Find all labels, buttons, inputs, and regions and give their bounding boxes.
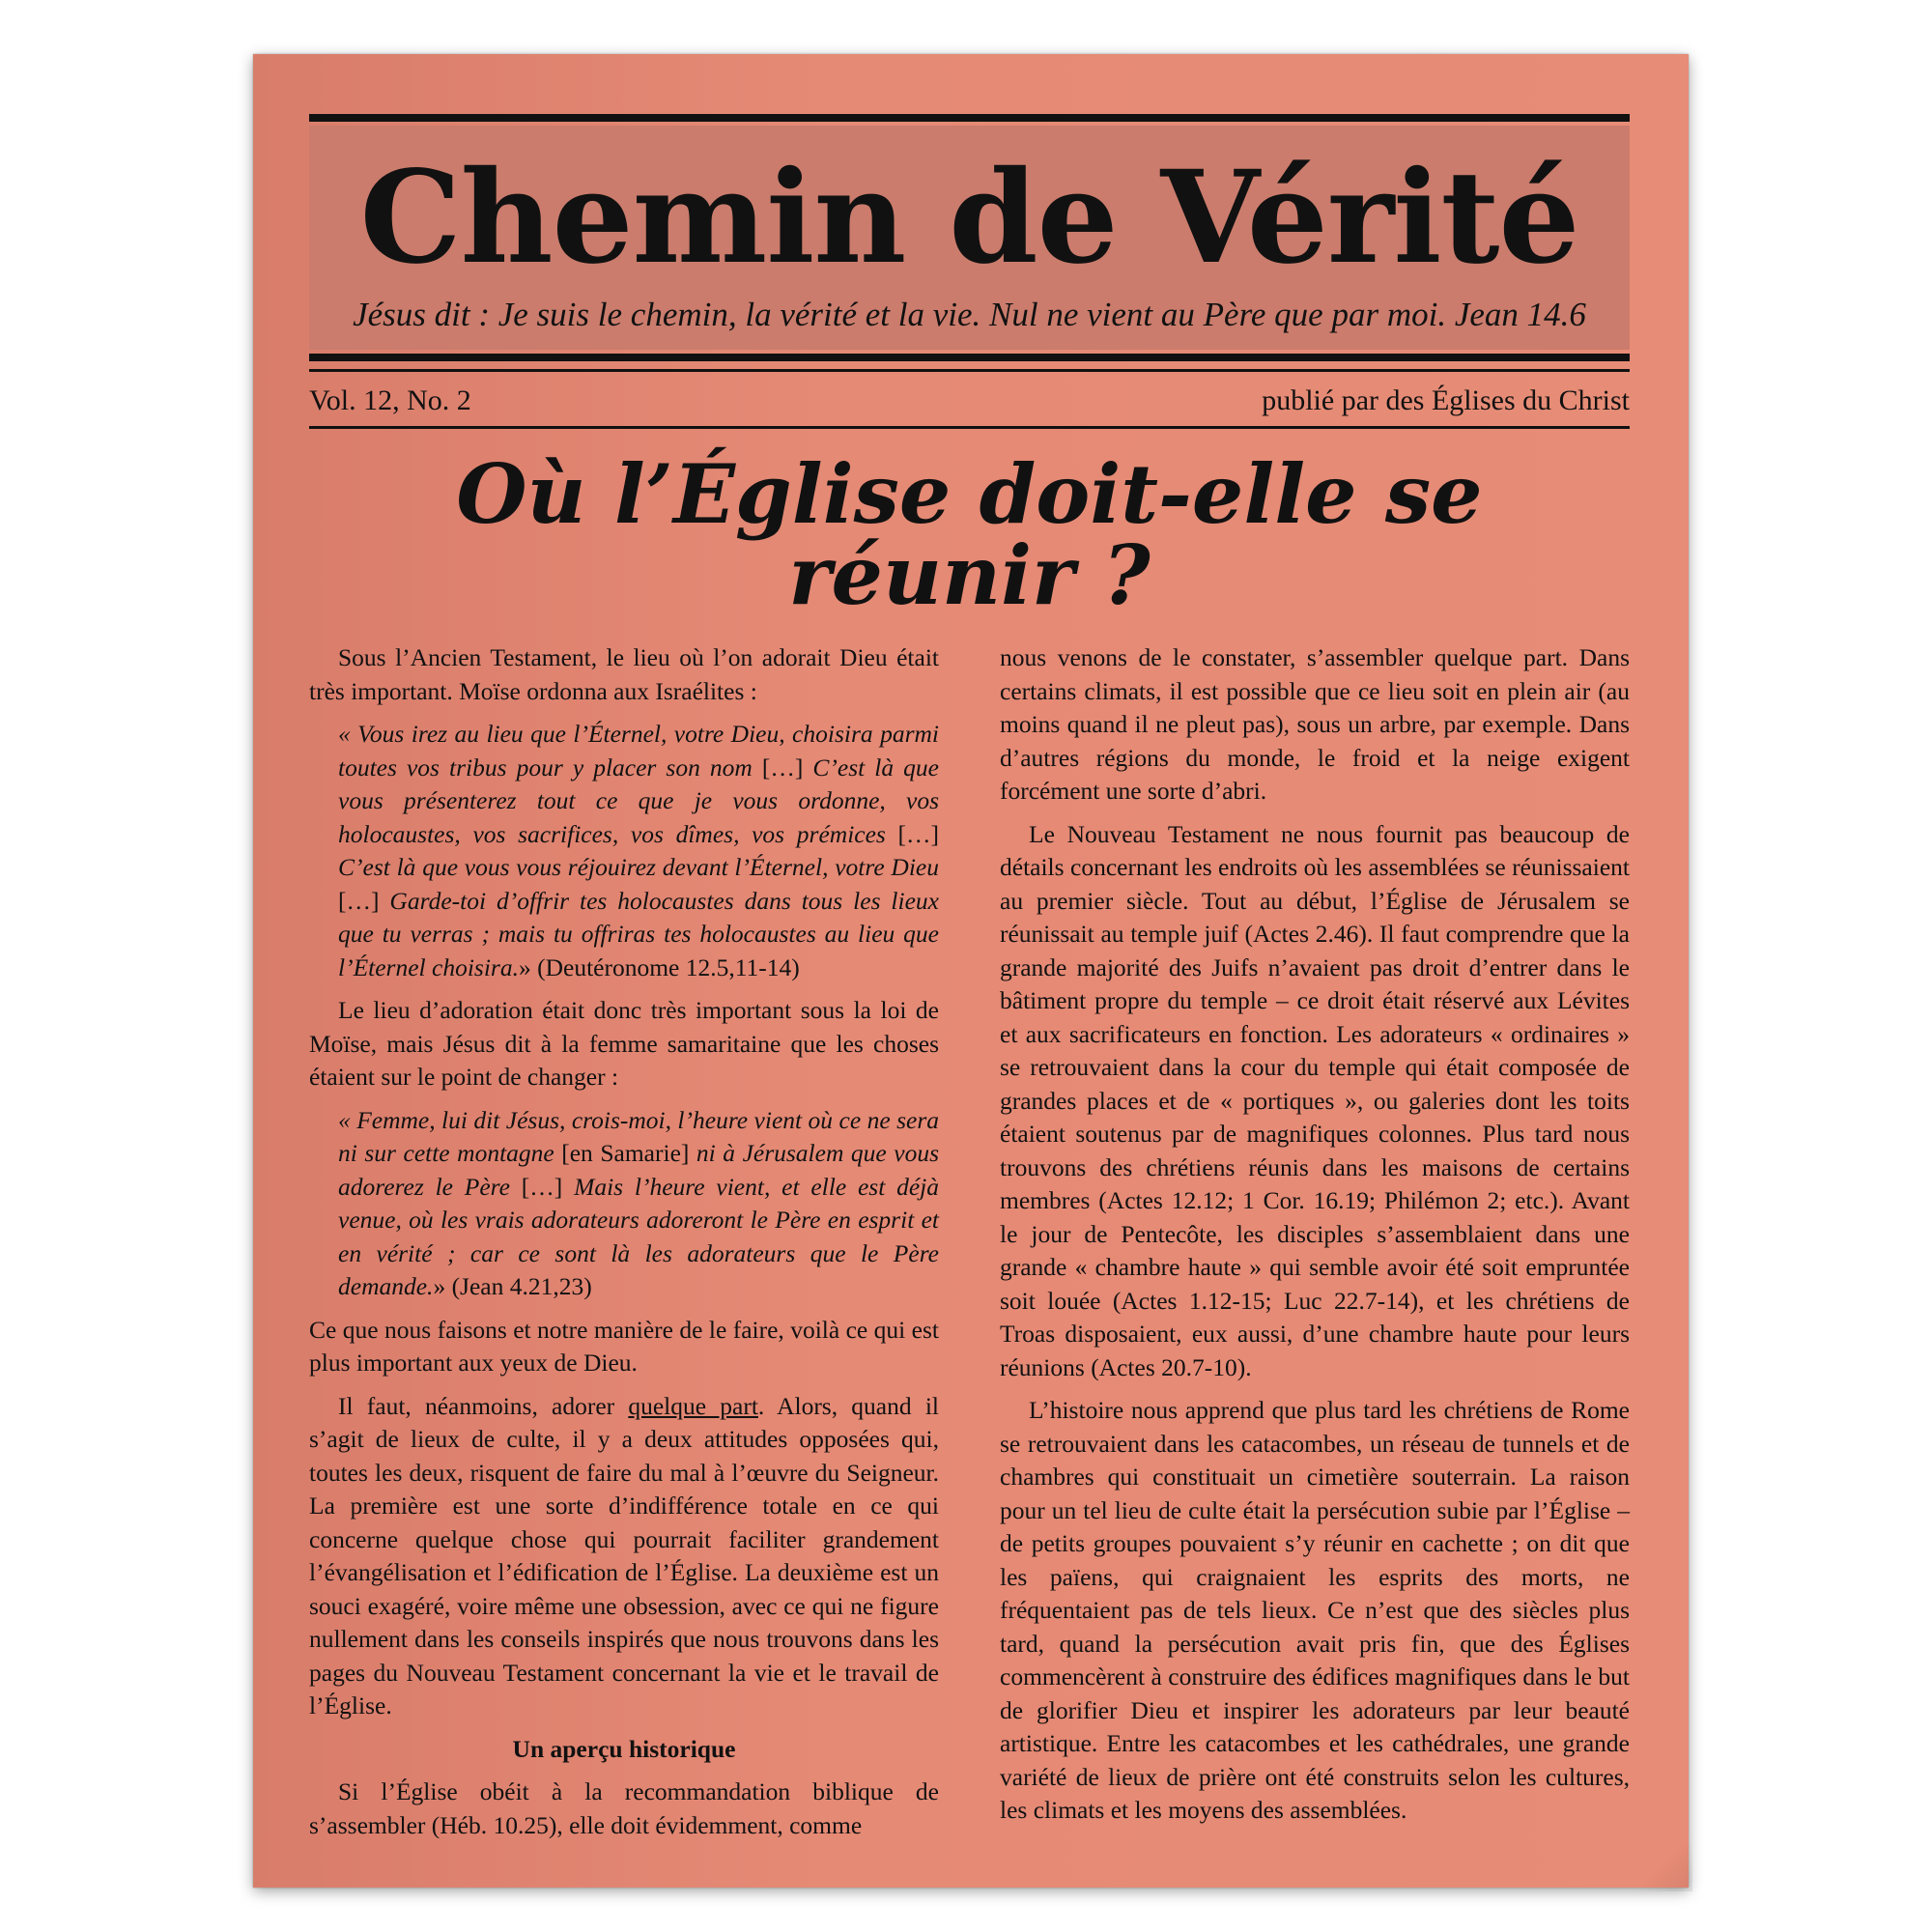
paragraph: Sous l’Ancien Testament, le lieu où l’on adorait Dieu était très important. Moïse ordonna aux Israélites : <box>309 643 939 705</box>
masthead <box>309 126 1630 350</box>
publisher-line: publié par des Églises du Christ <box>1262 384 1630 416</box>
paragraph: L’histoire nous apprend que plus tard les chrétiens de Rome se retrouvaient dans les catacombes, un réseau de tunnels et de chambres qui constituait un cimetière souterrain. La raison pour un tel lieu de culte était la persécution subie par l’Église – de petits groupes pouvaient s’y réunir en cachette ; on dit que les païens, qui craignaient les esprits des morts, ne fréquentaient pas de tels lieux. Ce n’est que des siècles plus tard, quand la persécution avait pris fin, que des Églises commencèrent à construire des édifices magnifiques dans le but de glorifier Dieu et inspirer les adorateurs par leur beauté artistique. Entre les catacombes et les cathédrales, une grande variété de lieux de prière ont été construits selon les cultures, les climats et les moyens des assemblées. <box>1000 1396 1630 1824</box>
top-rule <box>309 114 1630 122</box>
paragraph: Le Nouveau Testament ne nous fournit pas beaucoup de détails concernant les endroits où les assemblées se réunissaient au premier siècle. Tout au début, l’Église de Jérusalem se réunissait au temple juif (Actes 2.46). Il faut comprendre que la grande majorité des Juifs n’avaient pas droit d’entrer dans le bâtiment propre du temple – ce droit était réservé aux Lévites et aux sacrificateurs en fonction. Les adorateurs « ordinaires » se retrouvaient dans la cour du temple qui était composée de grandes places et de « portiques », ou galeries dont les toits étaient soutenus par de magnifiques colonnes. Plus tard nous trouvons des chrétiens réunis dans les maisons de certains membres (Actes 12.12; 1 Cor. 16.19; Philémon 2; etc.). Avant le jour de Pentecôte, les disciples s’assemblaient dans une grande « chambre haute » qui semble avoir été soit empruntée soit louée (Actes 1.12-15; Luc 22.7-14), et les chrétiens de Troas disposaient, eux aussi, d’une chambre haute pour leurs réunions (Actes 20.7-10). <box>1000 819 1630 1381</box>
left-column <box>309 641 939 1852</box>
volume-number: Vol. 12, No. 2 <box>309 384 471 416</box>
masthead-bottom-rule <box>309 354 1630 361</box>
scripture-quote: « Femme, lui dit Jésus, crois-moi, l’heure vient où ce ne sera ni sur cette montagne [en Samarie] ni à Jérusalem que vous adorerez le Père […] Mais l’heure vient, et elle est déjà venue, où les vrais adorateurs adoreront le Père en esprit et en vérité ; car ce sont là les adorateurs que le Père demande.» (Jean 4.21,23) <box>338 1105 940 1300</box>
paragraph: Ce que nous faisons et notre manière de le faire, voilà ce qui est plus important aux yeux de Dieu. <box>309 1315 939 1377</box>
paragraph: Le lieu d’adoration était donc très important sous la loi de Moïse, mais Jésus dit à la femme samaritaine que les choses étaient sur le point de changer : <box>309 996 939 1091</box>
masthead-motto: Jésus dit : Je suis le chemin, la vérité et la vie. Nul ne vient au Père que par moi. Jean 14.6 <box>353 296 1586 333</box>
scripture-quote: « Vous irez au lieu que l’Éternel, votre Dieu, choisira parmi toutes vos tribus pour y placer son nom […] C’est là que vous présenterez tout ce que je vous ordonne, vos holocaustes, vos sacrifices, vos dîmes, vos prémices […] C’est là que vous vous réjouirez devant l’Éternel, votre Dieu […] Garde-toi d’offrir tes holocaustes dans tous les lieux que tu verras ; mais tu offriras tes holocaustes au lieu que l’Éternel choisira.» (Deutéronome 12.5,11-14) <box>338 720 940 981</box>
section-subheading: Un aperçu historique <box>512 1734 736 1763</box>
right-column <box>1000 641 1630 1852</box>
paragraph: nous venons de le constater, s’assembler quelque part. Dans certains climats, il est possible que ce lieu soit en plein air (au moins quand il ne pleut pas), sous un arbre, par exemple. Dans d’autres régions du monde, le froid et la neige exigent forcément une sorte d’abri. <box>1000 643 1630 805</box>
issue-bar <box>309 372 1630 426</box>
paragraph: Il faut, néanmoins, adorer quelque part. Alors, quand il s’agit de lieux de culte, il y a deux attitudes opposées qui, toutes les deux, risquent de faire du mal à l’œuvre du Seigneur. La première est une sorte d’indifférence totale en ce qui concerne quelque chose qui pourrait faciliter grandement l’évangélisation et l’édification de l’Église. La deuxième est un souci exagéré, voire même une obsession, avec ce qui ne figure nullement dans les conseils inspirés que nous trouvons dans les pages du Nouveau Testament concernant la vie et le travail de l’Église. <box>309 1391 939 1719</box>
volume-bottom-rule <box>309 426 1630 429</box>
page-content <box>309 114 1630 1852</box>
article-columns <box>309 641 1630 1852</box>
paragraph: Si l’Église obéit à la recommandation biblique de s’assembler (Héb. 10.25), elle doit évidemment, comme <box>309 1777 939 1839</box>
underlined-phrase: quelque part <box>628 1391 758 1420</box>
tract-page <box>253 54 1689 1888</box>
article-headline: Où l’Église doit-elle se réunir ? <box>456 446 1483 623</box>
publication-title: Chemin de Vérité <box>359 143 1579 293</box>
